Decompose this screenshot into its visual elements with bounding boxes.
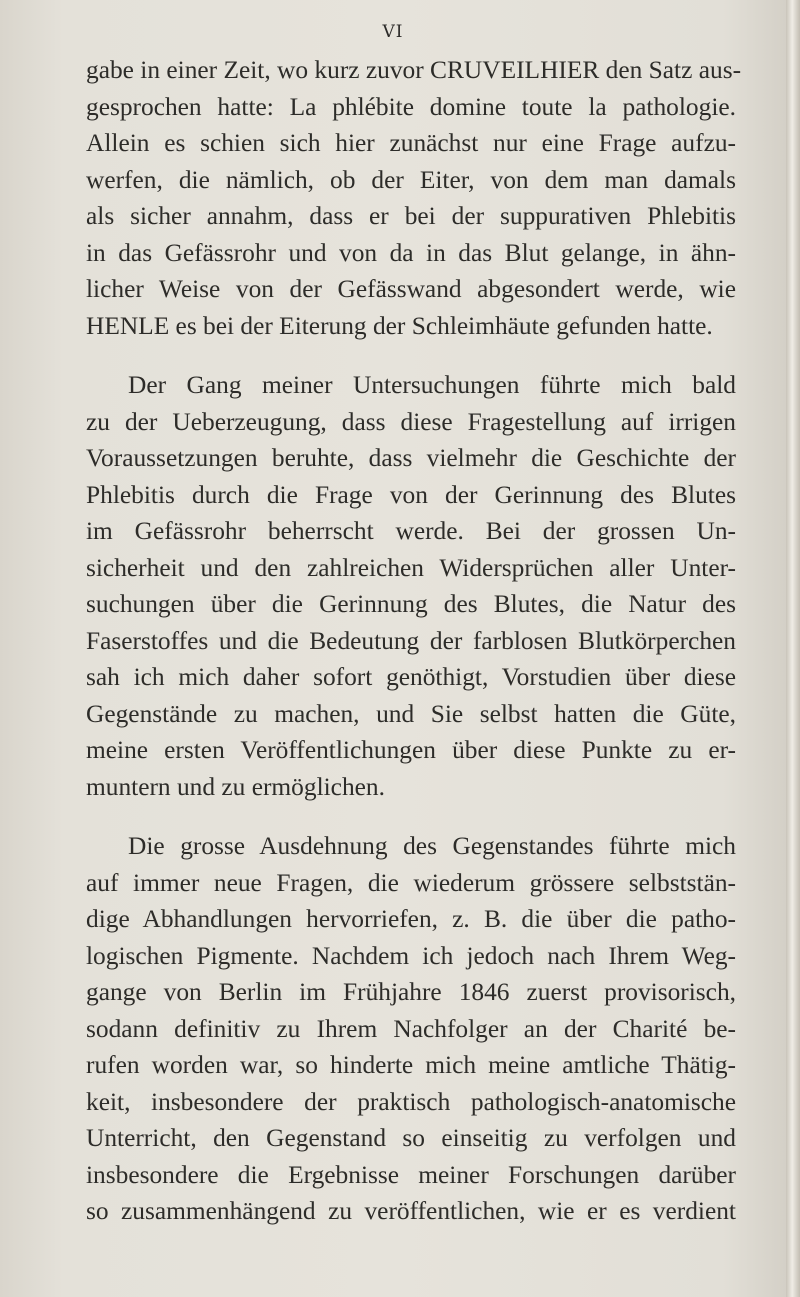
text-line: auf immer neue Fragen, die wiederum grössere selbststän- (86, 868, 736, 897)
text-line: insbesondere die Ergebnisse meiner Forschungen darüber (86, 1160, 736, 1189)
text-line: sicherheit und den zahlreichen Widersprüchen aller Unter- (86, 553, 736, 582)
text-line: sodann definitiv zu Ihrem Nachfolger an der Charité be- (86, 1014, 736, 1043)
text-line: gange von Berlin im Frühjahre 1846 zuerst provisorisch, (86, 978, 736, 1006)
page-number: VI (382, 22, 404, 42)
text-line: im Gefässrohr beherrscht werde. Bei der grossen Un- (86, 517, 736, 545)
text-line: als sicher annahm, dass er bei der suppurativen Phlebitis (86, 202, 736, 230)
text-line: meine ersten Veröffentlichungen über diese Punkte zu er- (86, 736, 736, 764)
text-line: muntern und zu ermöglichen. (86, 772, 385, 801)
body-text (86, 52, 742, 1253)
text-line: gesprochen hatte: La phlébite domine toute la pathologie. (86, 92, 736, 121)
text-line: rufen worden war, so hinderte mich meine amtliche Thätig- (86, 1051, 736, 1079)
text-line: suchungen über die Gerinnung des Blutes, die Natur des (86, 590, 736, 618)
text-line: Die grosse Ausdehnung des Gegenstandes führte mich (128, 832, 736, 860)
paragraph-2 (86, 367, 736, 805)
text-line: sah ich mich daher sofort genöthigt, Vorstudien über diese (86, 663, 736, 691)
page-edge (786, 0, 800, 1297)
text-line: gabe in einer Zeit, wo kurz zuvor CRUVEILHIER den Satz aus- (86, 56, 742, 84)
text-line: Allein es schien sich hier zunächst nur eine Frage aufzu- (86, 129, 736, 157)
text-line: licher Weise von der Gefässwand abgesondert werde, wie (86, 275, 736, 303)
text-line: Gegenstände zu machen, und Sie selbst hatten die Güte, (86, 699, 736, 728)
text-line: logischen Pigmente. Nachdem ich jedoch nach Ihrem Weg- (86, 941, 736, 970)
text-line: Unterricht, den Gegenstand so einseitig zu verfolgen und (86, 1124, 736, 1152)
text-line: werfen, die nämlich, ob der Eiter, von dem man damals (86, 165, 736, 194)
text-line: zu der Ueberzeugung, dass diese Fragestellung auf irrigen (86, 407, 736, 436)
text-line: so zusammenhängend zu veröffentlichen, wie er es verdient (86, 1197, 736, 1225)
text-line: Der Gang meiner Untersuchungen führte mich bald (128, 371, 736, 399)
text-line: in das Gefässrohr und von da in das Blut gelange, in ähn- (86, 238, 736, 267)
text-line: dige Abhandlungen hervorriefen, z. B. die über die patho- (86, 905, 736, 933)
text-line: Voraussetzungen beruhte, dass vielmehr die Geschichte der (86, 444, 736, 472)
paragraph-3 (86, 828, 736, 1230)
paragraph-1 (86, 52, 742, 344)
text-line: Faserstoffes und die Bedeutung der farblosen Blutkörperchen (86, 626, 736, 655)
text-line: keit, insbesondere der praktisch pathologisch-anatomische (86, 1087, 736, 1116)
text-line: HENLE es bei der Eiterung der Schleimhäute gefunden hatte. (86, 311, 713, 340)
text-line: Phlebitis durch die Frage von der Gerinnung des Blutes (86, 480, 736, 509)
